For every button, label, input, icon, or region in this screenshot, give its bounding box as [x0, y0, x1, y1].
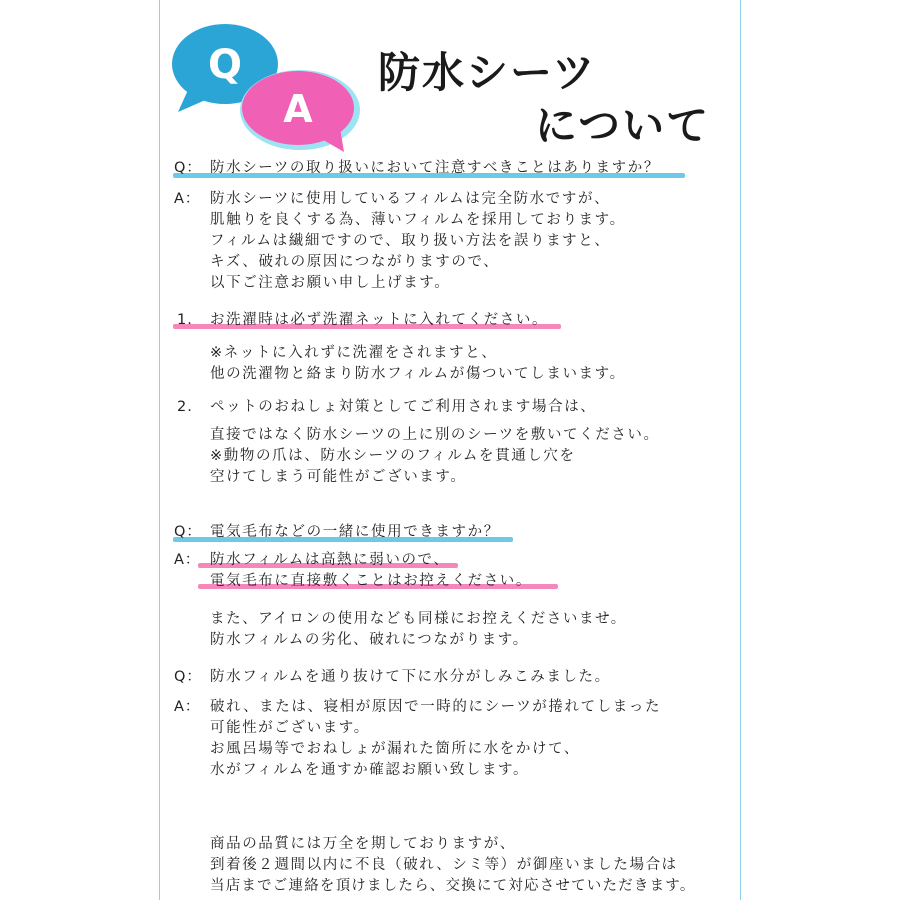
answer-line: 肌触りを良くする為、薄いフィルムを採用しております。	[210, 212, 626, 228]
answer-line: 以下ご注意お願い申し上げます。	[210, 275, 451, 291]
note-line: 直接ではなく防水シーツの上に別のシーツを敷いてください。	[210, 427, 660, 443]
answer-line: フィルムは繊細ですので、取り扱い方法を誤りますと、	[210, 233, 611, 249]
answer-line: キズ、破れの原因につながりますので、	[210, 254, 500, 270]
note-line: ※ネットに入れずに洗濯をされますと、	[210, 345, 498, 361]
footer-line: 商品の品質には万全を期しておりますが、	[210, 836, 516, 852]
note-number-2: 2.	[177, 399, 193, 415]
answer-line: 電気毛布に直接敷くことはお控えください。	[210, 573, 532, 589]
logo-a-letter: A	[283, 87, 313, 131]
note-number-1: 1.	[177, 312, 193, 328]
question-text-3: 防水フィルムを通り抜けて下に水分がしみこみました。	[210, 669, 611, 685]
answer-line: お風呂場等でおねしょが漏れた箇所に水をかけて、	[210, 741, 581, 757]
a-label: A：	[174, 191, 201, 207]
page-title-line1: 防水シーツ	[378, 48, 597, 97]
page-title-line2: について	[535, 101, 711, 150]
q-label: Q：	[174, 669, 202, 685]
a-speech-bubble-icon	[240, 70, 360, 152]
note1-heading: お洗濯時は必ず洗濯ネットに入れてください。	[210, 312, 549, 328]
question-text-1: 防水シーツの取り扱いにおいて注意すべきことはありますか？	[210, 160, 660, 176]
answer-line: 防水フィルムは高熱に弱いので、	[210, 552, 450, 568]
answer-line: 破れ、または、寝相が原因で一時的にシーツが捲れてしまった	[210, 699, 662, 715]
note-line: ※動物の爪は、防水シーツのフィルムを貫通し穴を	[210, 448, 576, 464]
question-text-2: 電気毛布などの一緒に使用できますか？	[210, 524, 500, 540]
a-label: A：	[174, 699, 201, 715]
answer-extra-line: また、アイロンの使用なども同様にお控えくださいませ。	[210, 611, 627, 627]
a-label: A：	[174, 552, 201, 568]
footer-line: 当店までご連絡を頂けましたら、交換にて対応させていただきます。	[210, 878, 696, 894]
qa-logo	[170, 12, 370, 152]
note-line: 他の洗濯物と絡まり防水フィルムが傷ついてしまいます。	[210, 366, 626, 382]
q-label: Q：	[174, 160, 202, 176]
note2-heading: ペットのおねしょ対策としてご利用されます場合は、	[210, 399, 597, 415]
answer-line: 可能性がございます。	[210, 720, 370, 736]
q-label: Q：	[174, 524, 202, 540]
footer-line: 到着後２週間以内に不良（破れ、シミ等）が御座いました場合は	[210, 857, 678, 873]
answer-extra-line: 防水フィルムの劣化、破れにつながります。	[210, 632, 529, 648]
logo-q-letter: Q	[207, 42, 243, 88]
note-line: 空けてしまう可能性がございます。	[210, 469, 467, 485]
answer-line: 水がフィルムを通すか確認お願い致します。	[210, 762, 530, 778]
answer-line: 防水シーツに使用しているフィルムは完全防水ですが、	[210, 191, 611, 207]
